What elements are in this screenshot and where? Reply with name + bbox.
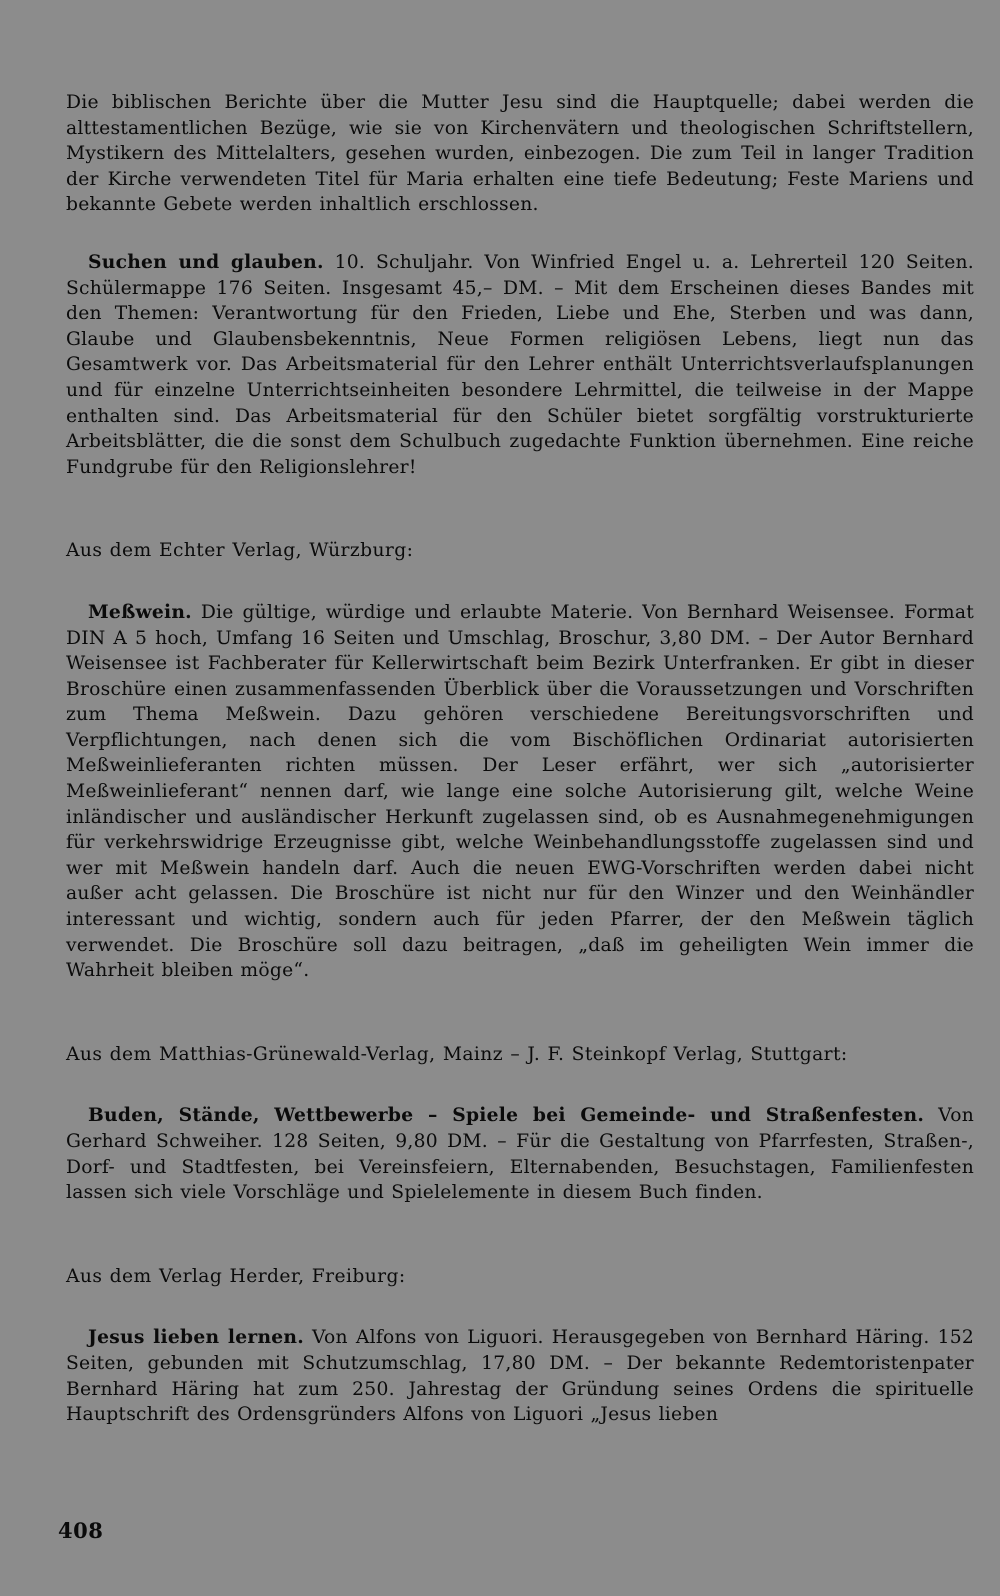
entry-title: Meßwein. [88,600,192,623]
spacer [66,984,974,1042]
entry-jesus-lieben-lernen [66,1325,974,1427]
spacer [66,1289,974,1325]
entry-messwein [66,600,974,984]
entry-title: Jesus lieben lernen. [88,1326,305,1349]
publisher-heading-gruenewald: Aus dem Matthias-Grünewald-Verlag, Mainz – J. F. Steinkopf Verlag, Stuttgart: [66,1043,848,1065]
entry-text: 10. Schuljahr. Von Winfried Engel u. a. Lehrerteil 120 Seiten. Schülermappe 176 Seiten. Insgesamt 45,– DM. – Mit dem Erscheinen dieses Bandes mit den Themen: Verantwortung für den Frieden, Liebe und Ehe, Sterben und was dann, Glaube und Glaubensbekenntnis, Neue Formen religiösen Lebens, liegt nun das Gesamtwerk vor. Das Arbeitsmaterial für den Lehrer enthält Unterrichtsverlaufsplanungen und für einzelne Unterrichtseinheiten besondere Lehrmittel, die teilweise in der Mappe enthalten sind. Das Arbeitsmaterial für den Schüler bietet sorgfältig vorstrukturierte Arbeitsblätter, die die sonst dem Schulbuch zugedachte Funktion übernehmen. Eine reiche Fundgrube für den Religionslehrer! [66,251,974,478]
entry-title: Suchen und glauben. [88,250,324,273]
page-number: 408 [58,1518,104,1543]
spacer [66,218,974,250]
entry-title: Buden, Stände, Wettbewerbe – Spiele bei Gemeinde- und Straßenfesten. [88,1104,925,1127]
entry-text: Von Alfons von Liguori. Herausgegeben von Bernhard Häring. 152 Seiten, gebunden mit Schutzumschlag, 17,80 DM. – Der bekannte Redemtoristenpater Bernhard Häring hat zum 250. Jahrestag der Gründung seines Ordens die spirituelle Hauptschrift des Ordensgründers Alfons von Liguori „Jesus lieben [66,1327,974,1426]
spacer [66,1067,974,1103]
spacer [66,1206,974,1264]
entry-suchen-und-glauben [66,250,974,480]
publisher-heading-herder: Aus dem Verlag Herder, Freiburg: [66,1265,406,1287]
entry-text: Die gültige, würdige und erlaubte Materie. Von Bernhard Weisensee. Format DIN A 5 hoch, Umfang 16 Seiten und Umschlag, Broschur, 3,80 DM. – Der Autor Bernhard Weisensee ist Fachberater für Kellerwirtschaft beim Bezirk Unterfranken. Er gibt in dieser Broschüre einen zusammenfassenden Überblick über die Voraussetzungen und Vorschriften zum Thema Meßwein. Dazu gehören verschiedene Bereitungsvorschriften und Verpflichtungen, nach denen sich die vom Bischöflichen Ordinariat autorisierten Meßweinlieferanten richten müssen. Der Leser erfährt, wer sich „autorisierter Meßweinlieferant“ nennen darf, wie lange eine solche Autorisierung gilt, welche Weine inländischer und ausländischer Herkunft zugelassen sind, ob es Ausnahmegenehmigungen für verkehrswidrige Erzeugnisse gibt, welche Weinbehandlungsstoffe zugelassen sind und wer mit Meßwein handeln darf. Auch die neuen EWG-Vorschriften werden dabei nicht außer acht gelassen. Die Broschüre ist nicht nur für den Winzer und den Weinhändler interessant und wichtig, sondern auch für jeden Pfarrer, der den Meßwein täglich verwendet. Die Broschüre soll dazu beitragen, „daß im geheiligten Wein immer die Wahrheit bleiben möge“. [66,601,974,982]
spacer [66,480,974,538]
spacer [66,564,974,600]
publisher-heading-echter: Aus dem Echter Verlag, Würzburg: [66,540,414,562]
entry-text: Von Gerhard Schweiher. 128 Seiten, 9,80 DM. – Für die Gestaltung von Pfarrfesten, Straßen-, Dorf- und Stadtfesten, bei Vereinsfeiern, Elternabenden, Besuchstagen, Familienfesten lassen sich viele Vorschläge und Spielelemente in diesem Buch finden. [66,1105,974,1204]
paragraph-maria: Die biblischen Berichte über die Mutter Jesu sind die Hauptquelle; dabei werden die alttestamentlichen Bezüge, wie sie von Kirchenvätern und theologischen Schriftstellern, Mystikern des Mittelalters, gesehen wurden, einbezogen. Die zum Teil in langer Tradition der Kirche verwendeten Titel für Maria erhalten eine tiefe Bedeutung; Feste Mariens und bekannte Gebete werden inhaltlich erschlossen. [66,92,974,216]
page-content [66,90,974,1428]
entry-buden-staende [66,1103,974,1205]
